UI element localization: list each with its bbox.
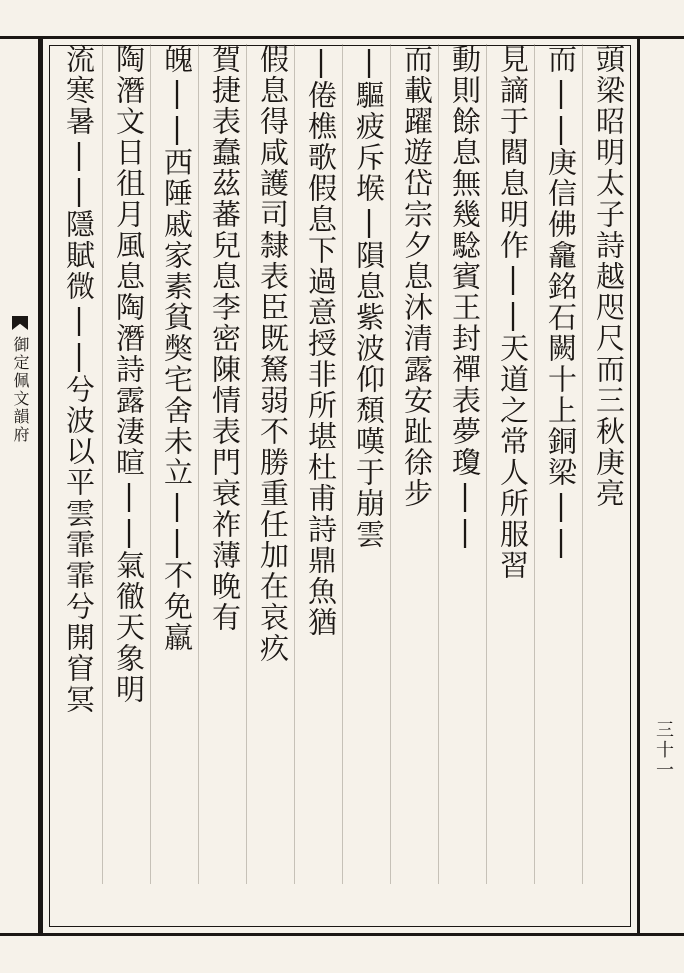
text-column-1: 頭梁昭明太子詩越咫尺而三秋庚亮 [592,44,626,509]
margin-strip [0,36,40,936]
text-column-7: |倦樵歌假息下過意授非所堪杜甫詩鼎魚猶 [304,44,338,638]
folio-number: 三十一 [653,720,674,780]
text-column-11: 陶潛文日徂月風息陶潛詩露淒暄||氣徹天象明 [112,44,146,705]
text-column-3: 見謫于閻息明作||天道之常人所服習 [496,44,530,581]
text-column-8: 假息得咸護司隸表臣既駑弱不勝重任加在哀疚 [256,44,290,664]
text-column-2: 而||庚信佛龕銘石闕十上銅梁|| [544,44,578,560]
text-column-4: 動則餘息無幾騐賓王封禪表夢瓊|| [448,44,482,550]
fish-tail-mark [12,316,28,330]
text-column-12: 流寒暑||隱賦微||兮波以平雲霏霏兮開窅冥 [62,44,96,715]
text-column-6: |驅疲斥堠|隕息紫波仰頹嘆于崩雲 [352,44,386,550]
column-rule [102,44,103,884]
text-column-10: 魄||西陲戚家素貧獘宅舍未立||不免羸 [160,44,194,653]
margin-title: 御定佩文韻府 [11,336,30,444]
text-column-5: 而載躍遊岱宗夕息沐清露安趾徐步 [400,44,434,509]
text-column-9: 賀捷表蠢茲蕃兒息李密陳情表門衰祚薄晚有 [208,44,242,633]
